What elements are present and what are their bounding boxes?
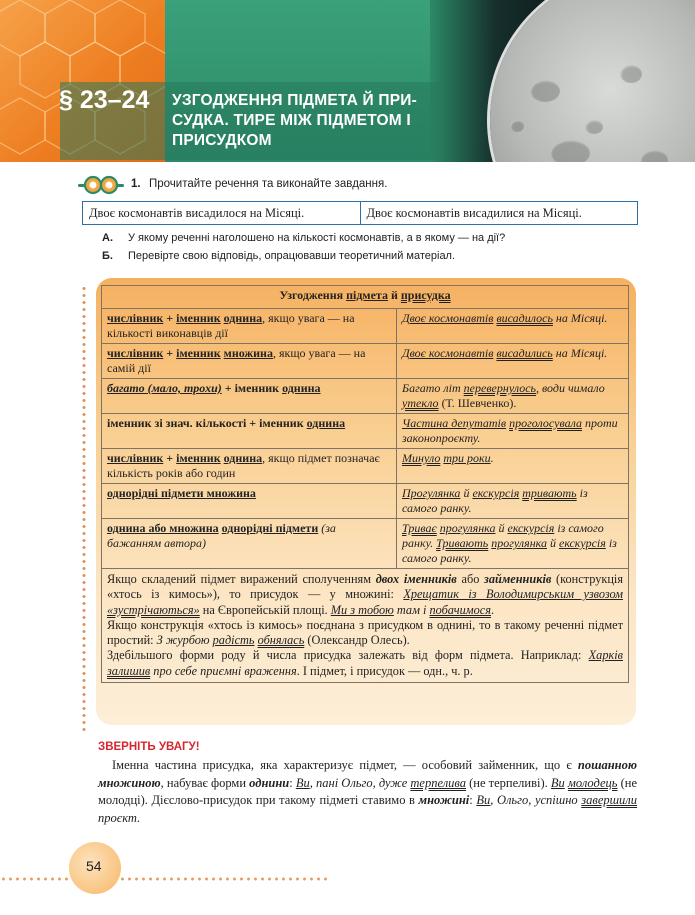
sentence-comparison-box xyxy=(82,201,638,225)
rule-cell: однина або множина однорідні підмети (за бажанням автора) xyxy=(102,519,397,569)
title-line: ПРИСУДКОМ xyxy=(172,132,272,149)
rule-cell: багато (мало, трохи) + іменник однина xyxy=(102,379,397,414)
rule-cell: однорідні підмети множина xyxy=(102,484,397,519)
paragraph-number: § 23–24 xyxy=(59,86,150,114)
example-cell: Багато літ перевернулось, води чимало утекло (Т. Шевченко). xyxy=(397,379,629,414)
table-row xyxy=(102,309,629,344)
attention-heading: ЗВЕРНІТЬ УВАГУ! xyxy=(98,741,200,753)
example-cell: Минуло три роки. xyxy=(397,449,629,484)
sentence-a: Двоє космонавтів висадилося на Місяці. xyxy=(83,202,361,224)
note-paragraph: Якщо складений підмет виражений сполученням двох іменників або займенників (конструкція «хтось із кимось»), то присудок — у множині: Хрещатик із Володимирським узвозом «зустрічаються» на Європейській площі. Ми з тобою там і побачимося. xyxy=(107,572,623,617)
title-line: СУДКА. ТИРЕ МІЖ ПІДМЕТОМ І xyxy=(172,112,411,129)
example-cell: Двоє космонавтів висадились на Місяці. xyxy=(397,344,629,379)
attention-paragraph: Іменна частина присудка, яка характеризує підмет, — особовий займенник, що є пошанною множиною, набуває форми однини: Ви, пані Ольго, дуже терпелива (не терпеливі). Ви молодець (не молодці). Дієслово-присудок при такому підметі ставимо в множині: Ви, Ольго, успішно завершили проєкт. xyxy=(98,758,638,825)
binoculars-icon xyxy=(78,175,124,195)
table-row xyxy=(102,414,629,449)
table-row xyxy=(102,449,629,484)
table-row xyxy=(102,379,629,414)
example-cell: Триває прогулянка й екскурсія із самого ранку. Тривають прогулянка й екскурсія із самого ранку. xyxy=(397,519,629,569)
task-instruction: Прочитайте речення та виконайте завдання. xyxy=(149,178,388,190)
table-header-row xyxy=(102,286,629,309)
question-text: Перевірте свою відповідь, опрацювавши теоретичний матеріал. xyxy=(128,250,456,262)
task-number: 1. xyxy=(131,178,141,190)
rule-cell: іменник зі знач. кількості + іменник однина xyxy=(102,414,397,449)
example-cell: Прогулянка й екскурсія тривають із самого ранку. xyxy=(397,484,629,519)
title-line: УЗГОДЖЕННЯ ПІДМЕТА Й ПРИ- xyxy=(172,92,417,109)
sentence-b: Двоє космонавтів висадилися на Місяці. xyxy=(366,206,582,220)
footer-dotted-line xyxy=(0,877,330,881)
example-cell: Двоє космонавтів висадилось на Місяці. xyxy=(397,309,629,344)
example-cell: Частина депутатів проголосувала проти законопроєкту. xyxy=(397,414,629,449)
question-text: У якому реченні наголошено на кількості космонавтів, а в якому — на дії? xyxy=(128,232,506,244)
page-number: 54 xyxy=(86,858,102,874)
rule-cell: числівник + іменник однина, якщо увага — на кількості виконавців дії xyxy=(102,309,397,344)
rule-cell: числівник + іменник множина, якщо увага — на самій дії xyxy=(102,344,397,379)
note-paragraph: Якщо конструкція «хтось із кимось» поєднана з присудком в однині, то в такому реченні підмет простий: З журбою радість обнялась (Олександр Олесь). xyxy=(107,617,623,648)
table-note-row xyxy=(102,569,629,683)
table-row xyxy=(102,484,629,519)
rule-cell: числівник + іменник однина, якщо підмет позначає кількість років або годин xyxy=(102,449,397,484)
question-letter: Б. xyxy=(102,250,113,262)
note-paragraph: Здебільшого форми роду й числа присудка залежать від форм підмета. Наприклад: Харків залишив про себе приємні враження. І підмет, і присудок — одн., ч. р. xyxy=(107,648,623,678)
agreement-table xyxy=(101,285,629,683)
chapter-header-banner xyxy=(0,0,695,162)
question-letter: А. xyxy=(102,232,113,244)
table-row xyxy=(102,344,629,379)
dotted-margin-line xyxy=(82,285,86,735)
table-note xyxy=(102,569,629,683)
table-title: Узгодження підмета й присудка xyxy=(102,286,629,309)
table-row xyxy=(102,519,629,569)
page-title xyxy=(172,91,432,151)
